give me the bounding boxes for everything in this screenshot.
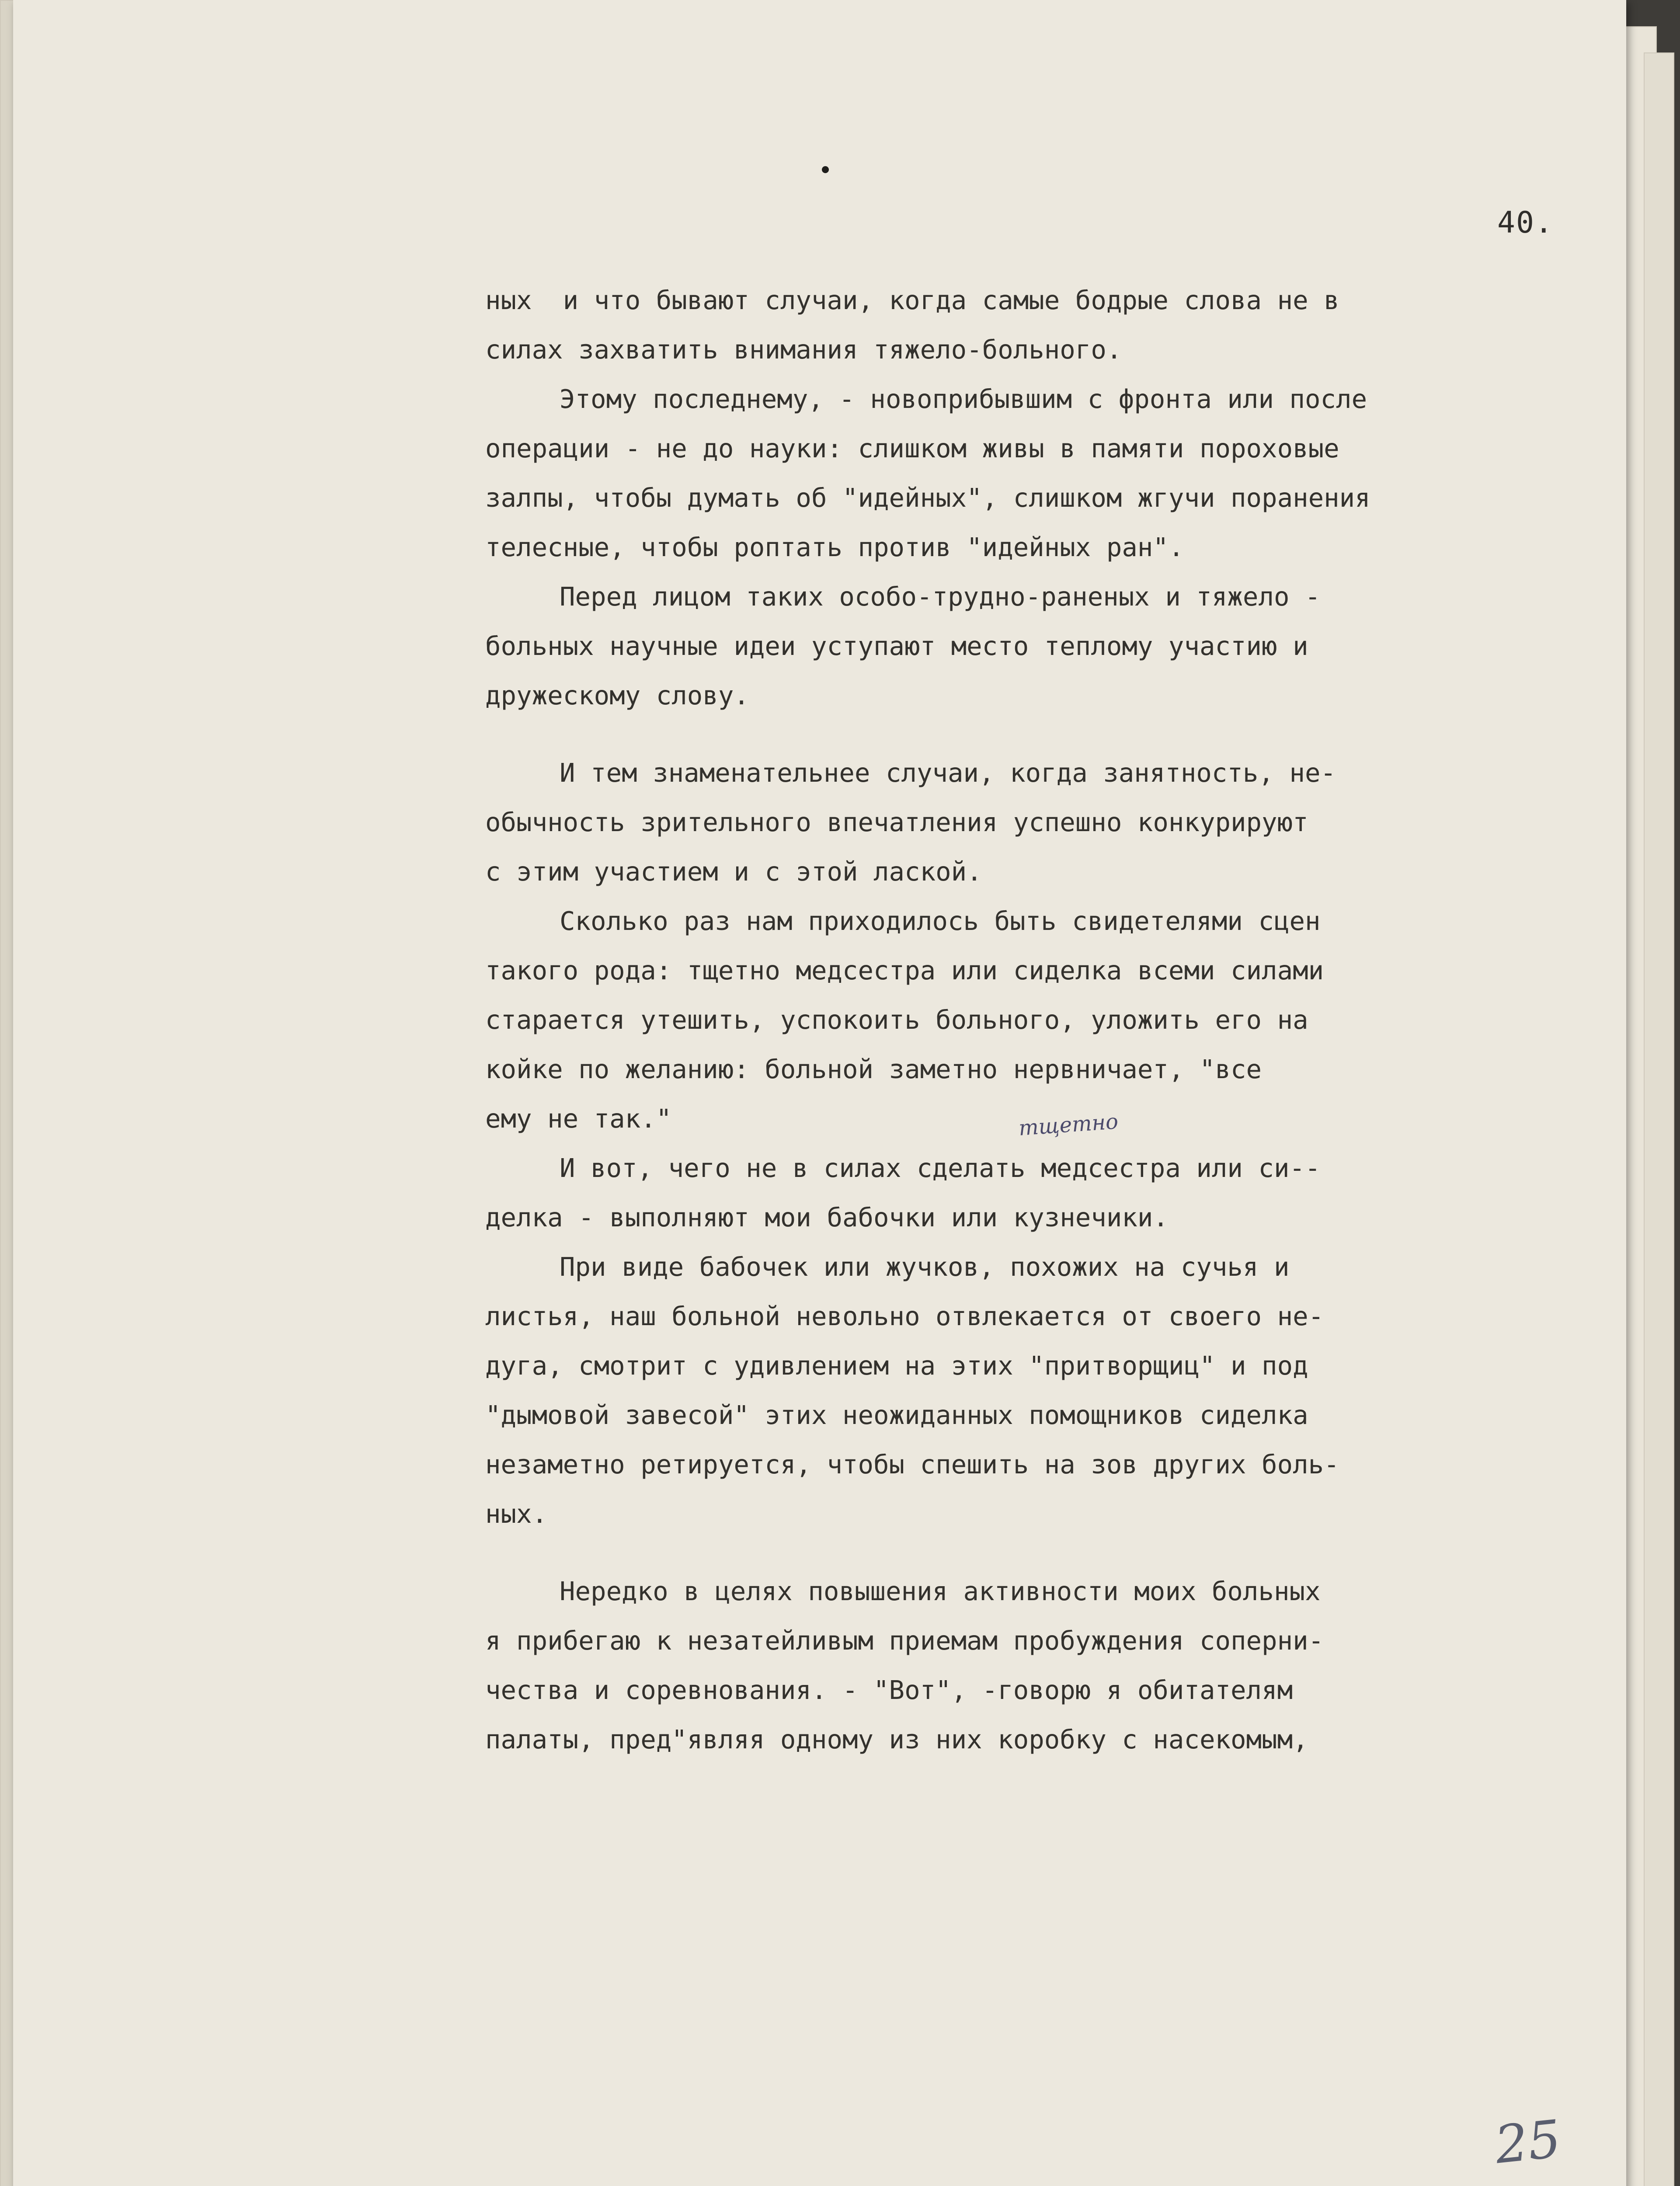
- text-line: койке по желанию: больной заметно нервничает, "все: [485, 1054, 1262, 1084]
- text-line: дуга, смотрит с удивлением на этих "притворщиц" и под: [485, 1351, 1308, 1381]
- text-line: Нередко в целях повышения активности моих больных: [560, 1576, 1321, 1606]
- text-line: такого рода: тщетно медсестра или сиделка всеми силами: [485, 955, 1324, 985]
- typewritten-page: [13, 0, 1626, 2186]
- text-line: я прибегаю к незатейливым приемам пробуждения соперни-: [485, 1626, 1324, 1656]
- handwritten-insertion: тщетно: [1018, 1109, 1119, 1141]
- text-line: чества и соревнования. - "Вот", -говорю я обитателям: [485, 1675, 1293, 1705]
- paragraph-gap: [485, 1539, 1613, 1566]
- text-line: обычность зрительного впечатления успешно конкурируют: [485, 807, 1308, 837]
- body-text: [485, 275, 1613, 1764]
- text-line: ных и что бывают случаи, когда самые бодрые слова не в: [485, 285, 1339, 315]
- ink-dot: [822, 166, 829, 173]
- text-line: операции - не до науки: слишком живы в памяти пороховые: [485, 433, 1339, 463]
- text-line: незаметно ретируется, чтобы спешить на зов других боль-: [485, 1449, 1339, 1479]
- text-line: "дымовой завесой" этих неожиданных помощников сиделка: [485, 1400, 1308, 1430]
- text-line: дружескому слову.: [485, 680, 749, 710]
- text-line: телесные, чтобы роптать против "идейных ран".: [485, 532, 1184, 562]
- text-line: ных.: [485, 1499, 548, 1529]
- text-line: делка - выполняют мои бабочки или кузнечики.: [485, 1202, 1169, 1232]
- text-line: листья, наш больной невольно отвлекается от своего не-: [485, 1301, 1324, 1331]
- page-number: 40.: [1497, 205, 1554, 240]
- text-line: силах захватить внимания тяжело-больного.: [485, 334, 1122, 365]
- text-line: палаты, пред"являя одному из них коробку с насекомым,: [485, 1724, 1308, 1754]
- text-line: При виде бабочек или жучков, похожих на сучья и: [560, 1252, 1290, 1282]
- text-line: И вот, чего не в силах сделать медсестра или си--: [560, 1153, 1321, 1183]
- text-line: больных научные идеи уступают место теплому участию и: [485, 631, 1308, 661]
- text-line: Сколько раз нам приходилось быть свидетелями сцен: [560, 906, 1321, 936]
- text-line: залпы, чтобы думать об "идейных", слишком жгучи поранения: [485, 483, 1370, 513]
- text-line: Этому последнему, - новоприбывшим с фронта или после: [560, 384, 1367, 414]
- page-stack-edge: [1644, 52, 1674, 2186]
- text-line: Перед лицом таких особо-трудно-раненых и тяжело -: [560, 581, 1321, 612]
- paragraph-gap: [485, 720, 1613, 748]
- text-line: с этим участием и с этой лаской.: [485, 856, 982, 887]
- text-line: ему не так.": [485, 1103, 672, 1134]
- text-line: старается утешить, успокоить больного, уложить его на: [485, 1005, 1308, 1035]
- text-line: И тем знаменательнее случаи, когда занятность, не-: [560, 758, 1336, 788]
- archive-folio-number: 25: [1492, 2108, 1564, 2176]
